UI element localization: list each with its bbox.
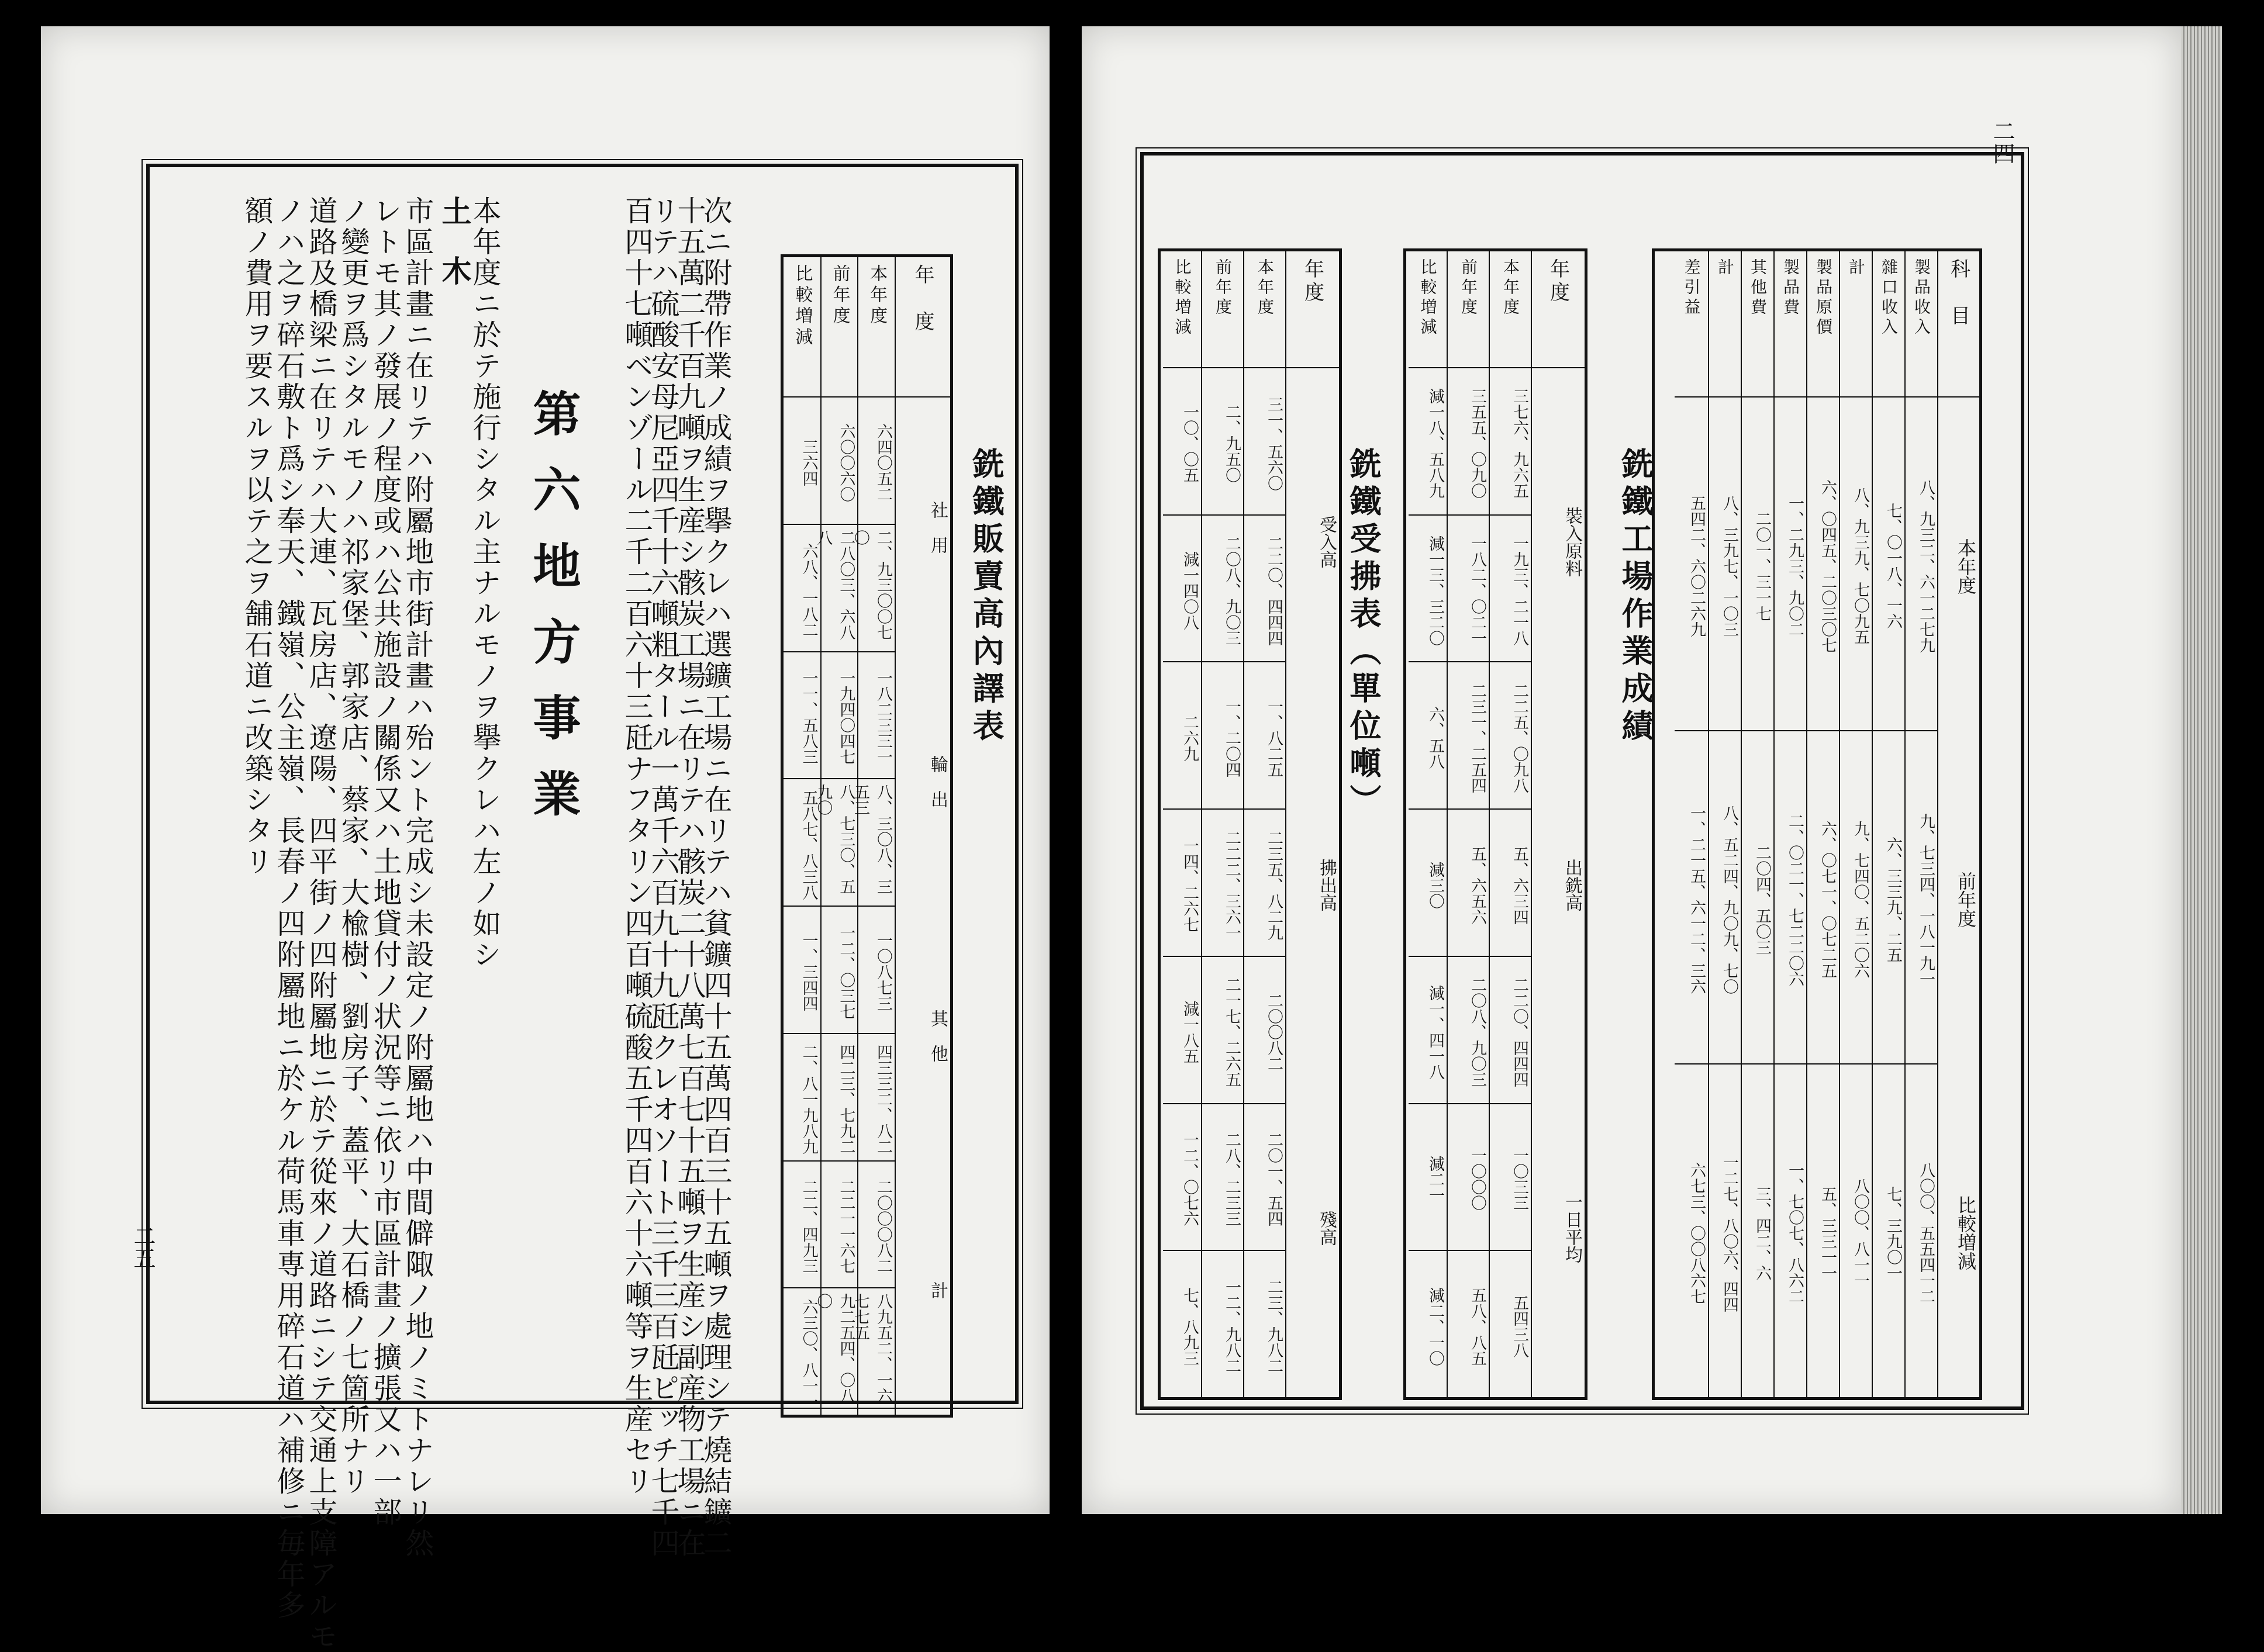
- furnace-cell: 五四三八: [1510, 1295, 1528, 1359]
- flow-cell: 二三、九八二: [1265, 1279, 1283, 1374]
- body-line-4: 道路及橋梁ニ在リテハ大連、瓦房店、遼陽、四平街ノ四附屬地ニ於テ從來ノ道路ニシテ交通上支障アルモ: [305, 196, 338, 1652]
- flow-row-label: 本年度: [1244, 251, 1285, 368]
- works-header-diff: 比較増減: [1955, 1195, 1977, 1270]
- furnace-cell: 五八、八五: [1468, 1287, 1486, 1366]
- furnace-cell: 六、五八: [1409, 662, 1447, 810]
- works-cell: 五四二、六〇二六九: [1675, 398, 1708, 731]
- body-line-2: レトモ其ノ發展ノ程度或ハ公共施設ノ關係又ハ土地貸付ノ状況等ニ依リ市區計畫ノ擴張又ハ一部: [369, 196, 402, 1528]
- sales-year-header: 年 度: [896, 257, 950, 398]
- furnace-cell: 減一八、五八九: [1409, 368, 1447, 516]
- flow-cell: 七、八九三: [1181, 1287, 1199, 1366]
- sales-row-label: 前年度: [822, 257, 858, 398]
- furnace-input-header: 裝入原料: [1562, 507, 1582, 578]
- works-cell: 九、七四〇、五二〇六: [1840, 731, 1872, 1065]
- body-line-6: 額ノ費用ヲ要スルヲ以テ之ヲ舗石道ニ改築シタリ: [240, 196, 274, 877]
- sales-cell: 一八二三三一: [858, 652, 895, 780]
- sales-cell: 八、七三〇、五九〇: [822, 779, 858, 907]
- sales-cell: 二、八一九八九: [784, 1034, 820, 1162]
- civil-works-heading: 土 木: [436, 196, 471, 285]
- sales-cell: 二八〇三、六八八: [822, 525, 858, 652]
- flow-cell: 二六九: [1163, 662, 1201, 810]
- sales-cell: 六四〇五二: [858, 398, 895, 525]
- works-row: [1773, 251, 1806, 1397]
- flow-payments-header: 拂出高: [1316, 859, 1337, 911]
- works-cell: 六七三、〇〇八六七: [1687, 1162, 1706, 1305]
- left-page-number: 二五: [130, 1225, 156, 1269]
- sales-breakdown-table: [781, 254, 953, 1418]
- flow-cell: 二〇八、九〇三: [1202, 516, 1243, 663]
- works-item: 差引益: [1675, 251, 1708, 398]
- flow-cell: 減一八五: [1163, 957, 1201, 1104]
- furnace-row-label: 前年度: [1448, 251, 1489, 368]
- works-results-table: [1652, 248, 1982, 1400]
- works-item: 其他費: [1742, 251, 1773, 398]
- sales-col-header: [895, 257, 950, 1415]
- furnace-cell: 二三一、二五四: [1448, 662, 1489, 810]
- works-row: [1806, 251, 1839, 1397]
- works-cell: 六、〇四五、二〇三〇七: [1807, 398, 1839, 731]
- furnace-row-label: 比較増減: [1409, 251, 1447, 368]
- furnace-cell: 五、六五六: [1448, 810, 1489, 957]
- sales-cell: 四三三二、八二: [858, 1034, 895, 1162]
- furnace-cell: 減一三、三二〇: [1409, 516, 1447, 663]
- furnace-output-header: 出銑高: [1562, 859, 1582, 911]
- flow-cell: 一四、二六七: [1163, 810, 1201, 957]
- right-page-number: 二四: [1989, 120, 2015, 164]
- works-item: 雜口收入: [1873, 251, 1904, 398]
- furnace-row-label: 本年度: [1490, 251, 1531, 368]
- paragraph-line-3: リテハ硫酸安母尼亞四千十六噸粗タール一萬千六百九十九瓩クレオソート三千三百瓩ピッチ七千四: [647, 196, 680, 1559]
- flow-remaining-header: 殘高: [1316, 1210, 1337, 1246]
- furnace-header-col: [1531, 251, 1585, 1397]
- flow-cell: 三一、五六〇: [1244, 368, 1285, 516]
- furnace-cell: 三五五、〇九〇: [1448, 368, 1489, 516]
- furnace-cell: 一〇〇〇: [1448, 1104, 1489, 1252]
- works-item: 製品原價: [1807, 251, 1839, 398]
- body-line-5: ノハ之ヲ碎石敷ト爲シ奉天、鐵嶺、公主嶺、長春ノ四附屬地ニ於ケル荷馬車専用碎石道ハ補修ニ毎年多: [272, 196, 306, 1621]
- flow-row-label: 前年度: [1202, 251, 1243, 368]
- sales-cell: 一〇八七三: [858, 907, 895, 1034]
- right-page: [1082, 26, 2181, 1514]
- works-cell: 八、九三二、六一二七九: [1906, 398, 1937, 731]
- works-row: [1872, 251, 1904, 1397]
- sales-cell: 六〇〇六〇: [822, 398, 858, 525]
- furnace-cell: 減二、一〇: [1426, 1287, 1444, 1366]
- works-cell: 三、四二、六: [1753, 1186, 1771, 1281]
- sales-cell: 六八、一八二: [784, 525, 820, 652]
- flow-cell: 一二、九八二: [1223, 1279, 1241, 1374]
- furnace-cell: 二〇八、九〇三: [1448, 957, 1489, 1104]
- sales-cell: 六三〇、八一一: [799, 1298, 818, 1409]
- flow-row: [1243, 251, 1285, 1397]
- furnace-cell: 五、六三四: [1490, 810, 1531, 957]
- flow-row: [1163, 251, 1201, 1397]
- furnace-cell: 一八二、〇二一: [1448, 516, 1489, 663]
- sales-cell: 八、三〇八、三五三: [858, 779, 895, 907]
- furnace-cell: 減一、四一八: [1409, 957, 1447, 1104]
- section-title: 第六地方事業: [525, 389, 581, 845]
- works-cell: 二、〇二一、七二二〇六: [1775, 731, 1806, 1065]
- body-line-1: 市區計畫ニ在リテハ附屬地市街計畫ハ殆ント完成シ未設定ノ附屬地ハ中間僻陬ノ地ノミトナレリ然: [401, 196, 434, 1559]
- flow-cell: 二一七、二六五: [1202, 957, 1243, 1104]
- works-header-last-year: 前年度: [1955, 872, 1977, 928]
- paragraph-line-2: 十五萬二千百九噸ヲ生産シ骸炭工場ニ在リテハ骸炭二十八萬七百七十五噸ヲ生産シ副産物工場ニ在: [673, 196, 706, 1559]
- flow-year-header: 年度: [1286, 251, 1339, 368]
- pig-iron-flow-table: [1158, 248, 1342, 1400]
- sales-cat-1: 社 用: [927, 500, 948, 554]
- works-header-this-year: 本年度: [1955, 538, 1977, 595]
- sales-cell: 二二一一六七: [822, 1162, 858, 1289]
- furnace-row: [1447, 251, 1489, 1397]
- furnace-cell: 一〇三三: [1490, 1104, 1531, 1252]
- works-cell: 八、五二四、九〇九、七〇: [1709, 731, 1741, 1065]
- furnace-cell: 一九三、二一八: [1490, 516, 1531, 663]
- works-item: 製品收入: [1906, 251, 1937, 398]
- flow-cell: 二二二、三六一: [1202, 810, 1243, 957]
- works-item: 製品費: [1775, 251, 1806, 398]
- sales-cat-3: 其 他: [927, 1009, 948, 1062]
- flow-header-col: [1285, 251, 1339, 1397]
- flow-cell: 二、九五〇: [1202, 368, 1243, 516]
- page-edge-stack: [2181, 26, 2222, 1514]
- sales-cell: 五八七、八三八: [784, 779, 820, 907]
- paragraph-line-4: 百四十七噸ベンゾール二千二百六十三瓩ナフタリン四百噸硫酸五千四百六十六噸等ヲ生産セリ: [620, 196, 654, 1497]
- sales-cell: 八九五二、一六七七五: [851, 1293, 892, 1404]
- sales-cell: 二二、四九三: [784, 1162, 820, 1289]
- sales-row-this-year: [851, 257, 895, 1415]
- sales-cell: 四二三、七九二: [822, 1034, 858, 1162]
- works-row: [1839, 251, 1872, 1397]
- furnace-cell: 減二一: [1409, 1104, 1447, 1252]
- works-cell: 一、二九三、九〇二: [1775, 398, 1806, 731]
- flow-receipts-header: 受入高: [1316, 516, 1337, 569]
- furnace-cell: 二二五、〇九八: [1490, 662, 1531, 810]
- works-item: 計: [1709, 251, 1741, 398]
- furnace-cell: 二二〇、四四四: [1490, 957, 1531, 1104]
- works-cell: 七、〇一八、一六: [1873, 398, 1904, 731]
- flow-cell: 一、八二五: [1244, 662, 1285, 810]
- flow-cell: 二八、二三三: [1202, 1104, 1243, 1252]
- works-cell: 二〇一、三一七: [1742, 398, 1773, 731]
- flow-row: [1201, 251, 1243, 1397]
- flow-cell: 一二、〇七六: [1163, 1104, 1201, 1252]
- works-cell: 八、三九七、一〇三: [1709, 398, 1741, 731]
- works-row: [1708, 251, 1741, 1397]
- works-cell: 八、九三九、七〇九五: [1840, 398, 1872, 731]
- flow-cell: 二二〇、四四四: [1244, 516, 1285, 663]
- sales-cell: 三六四: [784, 398, 820, 525]
- furnace-cell: 減三〇: [1409, 810, 1447, 957]
- furnace-output-table: [1403, 248, 1587, 1400]
- sales-cell: 一、三四四: [784, 907, 820, 1034]
- works-item: 計: [1840, 251, 1872, 398]
- works-cell: 一、七〇七、八六二: [1786, 1162, 1804, 1305]
- sales-cell: 二〇〇〇八二: [858, 1162, 895, 1289]
- sales-cell: 一九四〇四七: [822, 652, 858, 780]
- works-row: [1675, 251, 1708, 1397]
- furnace-cell: 三七六、九六五: [1490, 368, 1531, 516]
- flow-cell: 二〇〇八二: [1244, 957, 1285, 1104]
- works-cell: 六、〇七一、〇七二五: [1807, 731, 1839, 1065]
- works-cell: 九、七三四、一八一九一: [1906, 731, 1937, 1065]
- flow-cell: 一、二〇四: [1202, 662, 1243, 810]
- works-table-title: 銑鐵工場作業成績: [1617, 447, 1654, 746]
- works-cell: 二〇四、五〇三: [1742, 731, 1773, 1065]
- flow-row-label: 比較増減: [1163, 251, 1201, 368]
- flow-table-title: 銑鐵受拂表（單位噸）: [1345, 447, 1382, 821]
- body-line-3: ノ變更ヲ爲シタルモノハ祁家堡、郭家店、蔡家、大楡樹、劉房子、蓋平、大石橋ノ七箇所ナリ: [337, 196, 370, 1497]
- sales-cat-4: 計: [927, 1281, 948, 1299]
- works-cell: 五、三三一一: [1818, 1186, 1837, 1281]
- works-cell: 一、二一五、六一二、三六: [1675, 731, 1708, 1065]
- sales-table-title: 銑鐵販賣高內譯表: [968, 447, 1005, 746]
- works-cell: 一二七、八〇六、四四: [1720, 1154, 1738, 1312]
- sales-cell: 二、九三〇〇七〇: [858, 525, 895, 652]
- works-cell: 六、三三九、二五: [1873, 731, 1904, 1065]
- works-header-col: [1937, 251, 1979, 1397]
- works-cell: 七、三九〇一: [1884, 1186, 1902, 1281]
- sales-cell: 一一、五八三: [784, 652, 820, 780]
- flow-cell: 減一四〇八: [1163, 516, 1201, 663]
- flow-cell: 一〇、〇五: [1163, 368, 1201, 516]
- furnace-year-header: 年度: [1532, 251, 1585, 368]
- sales-cell: 一二、〇三七: [822, 907, 858, 1034]
- works-cell: 八〇〇、五五四一二: [1917, 1162, 1935, 1305]
- furnace-row: [1409, 251, 1447, 1397]
- works-header-subject: 科 目: [1938, 251, 1979, 398]
- sales-row-label: 比較増減: [784, 257, 820, 398]
- furnace-row: [1489, 251, 1531, 1397]
- furnace-daily-avg-header: 一日平均: [1562, 1193, 1582, 1263]
- works-row: [1741, 251, 1773, 1397]
- left-page: [41, 26, 1050, 1652]
- sales-cell: 九二五四、〇八〇: [814, 1293, 855, 1404]
- works-cell: 八〇〇、八一一: [1851, 1178, 1869, 1289]
- flow-cell: 二三五、八二九: [1244, 810, 1285, 957]
- flow-cell: 二〇一、五四: [1244, 1104, 1285, 1252]
- sales-row-label: 本年度: [858, 257, 895, 398]
- works-row: [1904, 251, 1937, 1397]
- paragraph-line-1: 次ニ附帶作業ノ成績ヲ擧クレハ選鑛工場ニ在リテハ貧鑛四十五萬四百三十五噸ヲ處理シテ燒結鑛二: [699, 196, 733, 1559]
- intro-line: 本年度ニ於テ施行シタル主ナルモノヲ擧クレハ左ノ如シ: [468, 196, 502, 970]
- sales-cat-2: 輪 出: [927, 755, 948, 808]
